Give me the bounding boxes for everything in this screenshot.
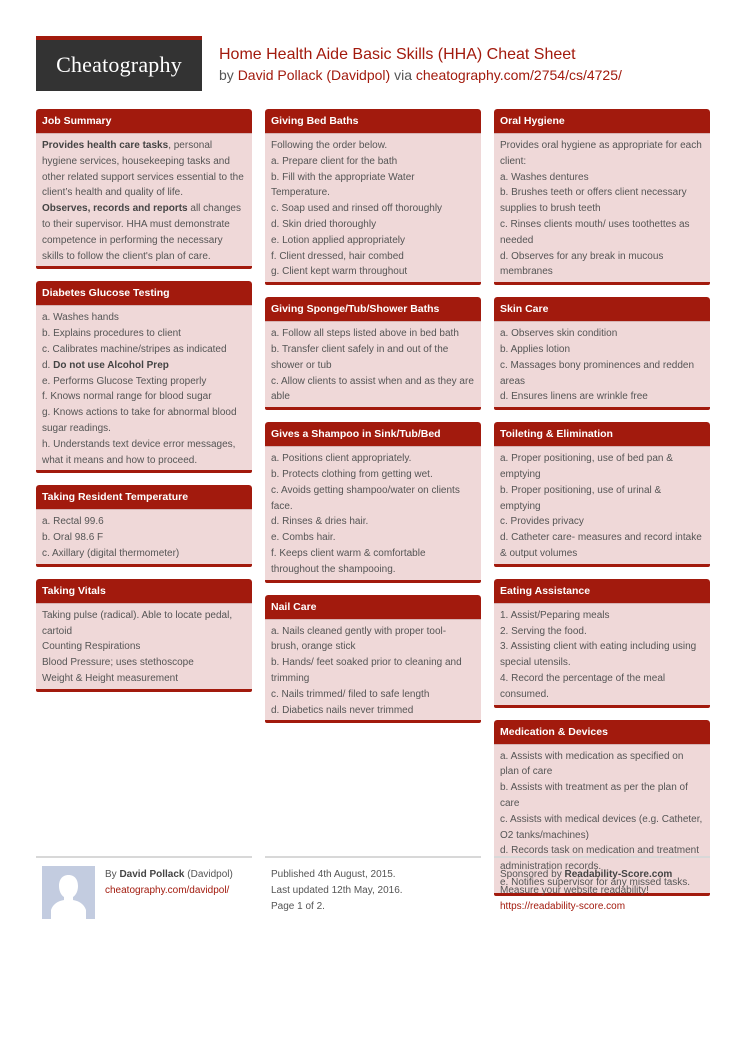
footer-author <box>36 856 252 926</box>
list-item: b. Brushes teeth or offers client necessary supplies to brush teeth <box>500 187 687 215</box>
list-item: g. Client kept warm throughout <box>271 266 408 278</box>
sponsor-info: Sponsored by Readability-Score.com Measure your website readability! https://readability-score.com <box>500 869 673 912</box>
section-body <box>36 604 252 689</box>
list-item: a. Positions client appropriately. <box>271 453 412 465</box>
section-body <box>494 447 710 564</box>
author-name: David Pollack <box>119 869 185 880</box>
list-item: h. Understands text device error messages, what it means and how to proceed. <box>42 438 236 466</box>
section-title: Taking Vitals <box>36 579 252 604</box>
footer-meta <box>265 856 481 926</box>
sponsor-link[interactable]: https://readability-score.com <box>500 901 626 912</box>
list-item: a. Follow all steps listed above in bed bath <box>271 328 459 340</box>
section-nail-care <box>265 595 481 724</box>
list-item: a. Prepare client for the bath <box>271 155 398 167</box>
list-item: d. Diabetics nails never trimmed <box>271 704 414 716</box>
list-item: c. Axillary (digital thermometer) <box>42 547 180 559</box>
list-item: c. Provides privacy <box>500 516 584 528</box>
section-taking-resident-temperature <box>36 485 252 566</box>
list-item: d. Records task on medication and treatment administration records. <box>500 845 699 873</box>
list-item: a. Rectal 99.6 <box>42 516 104 528</box>
list-item: 2. Serving the food. <box>500 625 587 637</box>
list-item: c. Calibrates machine/stripes as indicated <box>42 343 227 355</box>
section-title: Skin Care <box>494 297 710 322</box>
section-oral-hygiene <box>494 109 710 285</box>
published-date: Published 4th August, 2015. <box>271 869 396 880</box>
section-eating-assistance <box>494 579 710 708</box>
page-title: Home Health Aide Basic Skills (HHA) Cheat Sheet <box>219 46 576 63</box>
list-item: d. Skin dried thoroughly <box>271 218 377 230</box>
column-1 <box>36 109 252 704</box>
list-item: d. Catheter care- measures and record intake & output volumes <box>500 532 702 559</box>
title-block <box>219 45 622 84</box>
updated-date: Last updated 12th May, 2016. <box>271 885 403 896</box>
section-title: Giving Sponge/Tub/Shower Baths <box>265 297 481 322</box>
user-silhouette-icon <box>42 866 95 919</box>
section-job-summary <box>36 109 252 269</box>
section-skin-care <box>494 297 710 410</box>
list-item: b. Proper positioning, use of urinal & emptying <box>500 484 662 512</box>
section-title: Toileting & Elimination <box>494 422 710 447</box>
list-item: d. Do not use Alcohol Prep <box>42 359 169 371</box>
list-item: e. Combs hair. <box>271 532 336 544</box>
list-item: d. Ensures linens are wrinkle free <box>500 391 648 403</box>
byline-prefix: by <box>219 67 238 83</box>
list-item: Blood Pressure; uses stethoscope <box>42 657 194 669</box>
column-3 <box>494 109 710 908</box>
list-item: b. Applies lotion <box>500 343 571 355</box>
section-body <box>36 306 252 470</box>
list-item: 4. Record the percentage of the meal consumed. <box>500 672 666 700</box>
list-item: b. Oral 98.6 F <box>42 532 104 544</box>
byline-via: via <box>390 67 416 83</box>
section-body <box>494 322 710 407</box>
section-title: Eating Assistance <box>494 579 710 604</box>
section-title: Oral Hygiene <box>494 109 710 134</box>
list-item: c. Rinses clients mouth/ uses toothettes as needed <box>500 218 690 246</box>
list-item: Provides oral hygiene as appropriate for each client: <box>500 140 702 167</box>
section-body <box>265 322 481 407</box>
section-title: Taking Resident Temperature <box>36 485 252 510</box>
list-item: a. Observes skin condition <box>500 328 618 340</box>
cheatography-logo[interactable] <box>36 36 202 91</box>
section-giving-bed-baths <box>265 109 481 285</box>
list-item: d. Observes for any break in mucous membranes <box>500 250 664 278</box>
sponsor-tagline: Measure your website readability! <box>500 885 649 896</box>
sponsor-name: Readability-Score.com <box>564 869 673 880</box>
section-body <box>265 620 481 721</box>
list-item: f. Client dressed, hair combed <box>271 250 404 262</box>
list-item: a. Proper positioning, use of bed pan & emptying <box>500 453 673 480</box>
list-item: g. Knows actions to take for abnormal blood sugar readings. <box>42 407 237 434</box>
list-item: c. Soap used and rinsed off thoroughly <box>271 203 443 215</box>
list-item: Counting Respirations <box>42 641 141 653</box>
logo-text: Cheatography <box>56 52 182 77</box>
list-item: 1. Assist/Peparing meals <box>500 609 610 621</box>
page-number: Page 1 of 2. <box>271 901 325 912</box>
sheet-url-link[interactable]: cheatography.com/2754/cs/4725/ <box>415 67 622 83</box>
list-item: a. Washes dentures <box>500 171 589 183</box>
page-footer <box>36 856 716 926</box>
list-item: e. Lotion applied appropriately <box>271 234 405 246</box>
list-item: 3. Assisting client with eating including using special utensils. <box>500 641 697 669</box>
page-header <box>36 36 716 92</box>
list-item: e. Notifies supervisor for any missed tasks. <box>500 876 691 888</box>
list-item: b. Explains procedures to client <box>42 328 181 340</box>
list-item: Taking pulse (radical). Able to locate pedal, cartoid <box>42 609 233 637</box>
byline <box>219 66 622 84</box>
list-item: c. Assists with medical devices (e.g. Catheter, O2 tanks/machines) <box>500 813 703 841</box>
list-item: c. Massages bony prominences and redden areas <box>500 359 695 387</box>
list-item: a. Nails cleaned gently with proper tool- brush, orange stick <box>271 625 447 653</box>
section-giving-sponge-tub-shower-baths <box>265 297 481 410</box>
list-item: Provides health care tasks, personal hygiene services, housekeeping tasks and other related support services essential to the client’s health and quality of life. <box>42 140 244 199</box>
list-item: b. Fill with the appropriate Water Temperature. <box>271 171 415 199</box>
section-body <box>36 510 252 563</box>
section-body <box>265 134 481 282</box>
author-info: By David Pollack (Davidpol) cheatography.com/davidpol/ <box>105 869 233 896</box>
list-item: a. Washes hands <box>42 312 119 324</box>
section-taking-vitals <box>36 579 252 692</box>
section-body <box>265 447 481 579</box>
list-item: f. Keeps client warm & comfortable throughout the shampooing. <box>271 547 426 575</box>
list-item: b. Protects clothing from getting wet. <box>271 468 433 480</box>
list-item: d. Rinses & dries hair. <box>271 516 369 528</box>
publish-info <box>271 867 403 915</box>
list-item: b. Assists with treatment as per the plan of care <box>500 782 688 809</box>
section-body <box>36 134 252 266</box>
author-link[interactable]: David Pollack (Davidpol) <box>237 67 391 83</box>
list-item: b. Transfer client safely in and out of the shower or tub <box>271 343 449 371</box>
section-body <box>494 604 710 705</box>
list-item: Following the order below. <box>271 140 388 151</box>
list-item: Observes, records and reports all changes to their supervisor. HHA must demonstrate competence in performing the necessary skills to follow the client's plan of care. <box>42 203 241 262</box>
list-item: e. Performs Glucose Texting properly <box>42 375 207 387</box>
list-item: b. Hands/ feet soaked prior to cleaning and trimming <box>271 657 462 684</box>
footer-sponsor <box>494 856 710 926</box>
author-profile-link[interactable]: cheatography.com/davidpol/ <box>105 885 230 896</box>
avatar[interactable] <box>42 866 95 919</box>
list-item: a. Assists with medication as specified on plan of care <box>500 750 684 778</box>
column-2 <box>265 109 481 735</box>
section-toileting-elimination <box>494 422 710 567</box>
section-gives-a-shampoo <box>265 422 481 582</box>
list-item: c. Nails trimmed/ filed to safe length <box>271 688 430 700</box>
section-title: Gives a Shampoo in Sink/Tub/Bed <box>265 422 481 447</box>
section-body <box>494 134 710 282</box>
section-title: Job Summary <box>36 109 252 134</box>
section-title: Medication & Devices <box>494 720 710 745</box>
section-title: Nail Care <box>265 595 481 620</box>
list-item: f. Knows normal range for blood sugar <box>42 391 212 403</box>
section-diabetes-glucose-testing <box>36 281 252 473</box>
list-item: c. Avoids getting shampoo/water on clients face. <box>271 484 460 512</box>
list-item: c. Allow clients to assist when and as they are able <box>271 375 474 403</box>
section-title: Diabetes Glucose Testing <box>36 281 252 306</box>
section-title: Giving Bed Baths <box>265 109 481 134</box>
list-item: Weight & Height measurement <box>42 672 178 684</box>
